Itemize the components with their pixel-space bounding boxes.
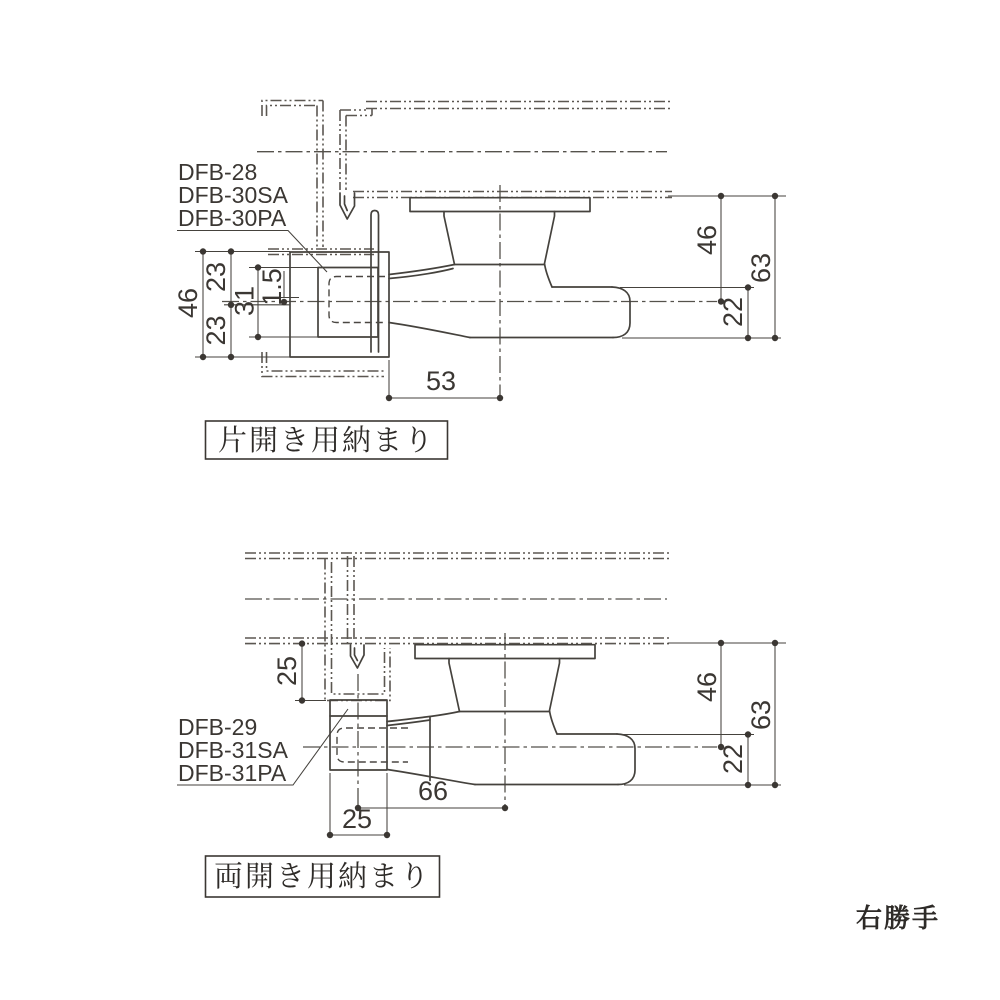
caption-double-door: [206, 856, 440, 897]
dim-25-case: 25: [341, 804, 373, 834]
lock-body-outline: [318, 268, 378, 338]
double-door-section: [177, 553, 786, 897]
lock-case-bottom: [330, 700, 430, 781]
model-dfb-28: DFB-28: [178, 159, 258, 185]
model-dfb-30sa: DFB-30SA: [178, 182, 288, 208]
dimensions-bottom-right: [622, 640, 786, 788]
door-frame-profile: [262, 101, 384, 377]
lock-case: [290, 211, 389, 358]
astragal-drip: [340, 193, 355, 219]
model-dfb-29: DFB-29: [178, 714, 258, 740]
dim-25-edge: 25: [272, 655, 302, 687]
dim-22-top: 22: [718, 296, 748, 328]
dim-46-left: 46: [173, 287, 203, 319]
meeting-astragal-drip: [351, 645, 365, 668]
dim-53: 53: [425, 366, 457, 396]
caption-single-door: [206, 421, 448, 459]
dim-23-lower: 23: [201, 315, 231, 346]
model-dfb-30pa: DFB-30PA: [178, 205, 287, 231]
lever-grip-end: [612, 287, 630, 338]
center-lines-top: [222, 152, 717, 398]
door-leaf-profile: [340, 102, 672, 220]
dimension-backset-bottom: [327, 773, 508, 838]
double-door-profiles: [245, 553, 672, 701]
dimensions-top-right: [620, 193, 786, 341]
dimension-edge-depth: [272, 640, 326, 703]
caption-text-top: 片開き用納まり: [217, 425, 436, 457]
center-lines-bottom: [245, 599, 717, 810]
lever-handle-bottom: [387, 645, 635, 785]
dim-46-right-bottom: 46: [692, 671, 722, 703]
dim-63-top: 63: [746, 252, 776, 284]
dimension-backset-top: [386, 360, 503, 401]
dim-46-right-top: 46: [692, 224, 722, 256]
dim-1-5: 1.5: [257, 268, 287, 306]
model-labels-bottom: [177, 709, 348, 786]
dim-22-bottom: 22: [718, 743, 748, 775]
model-labels-top: [177, 159, 327, 272]
dim-63-bottom: 63: [746, 699, 776, 731]
latch-bolt-dashed-bottom: [337, 728, 408, 762]
dimensions-top-left: [173, 248, 318, 360]
handing-label: 右勝手: [856, 903, 941, 933]
lever-handle: [389, 198, 630, 338]
model-dfb-31sa: DFB-31SA: [178, 737, 288, 763]
latch-bolt-dashed: [329, 277, 385, 323]
dim-66: 66: [417, 776, 449, 806]
model-dfb-31pa: DFB-31PA: [178, 760, 287, 786]
lever-grip-end-bottom: [617, 734, 635, 785]
dim-23-upper: 23: [201, 261, 231, 293]
dim-31: 31: [229, 285, 260, 317]
caption-text-bottom: 両開き用納まり: [213, 861, 432, 893]
single-door-section: [173, 101, 786, 460]
